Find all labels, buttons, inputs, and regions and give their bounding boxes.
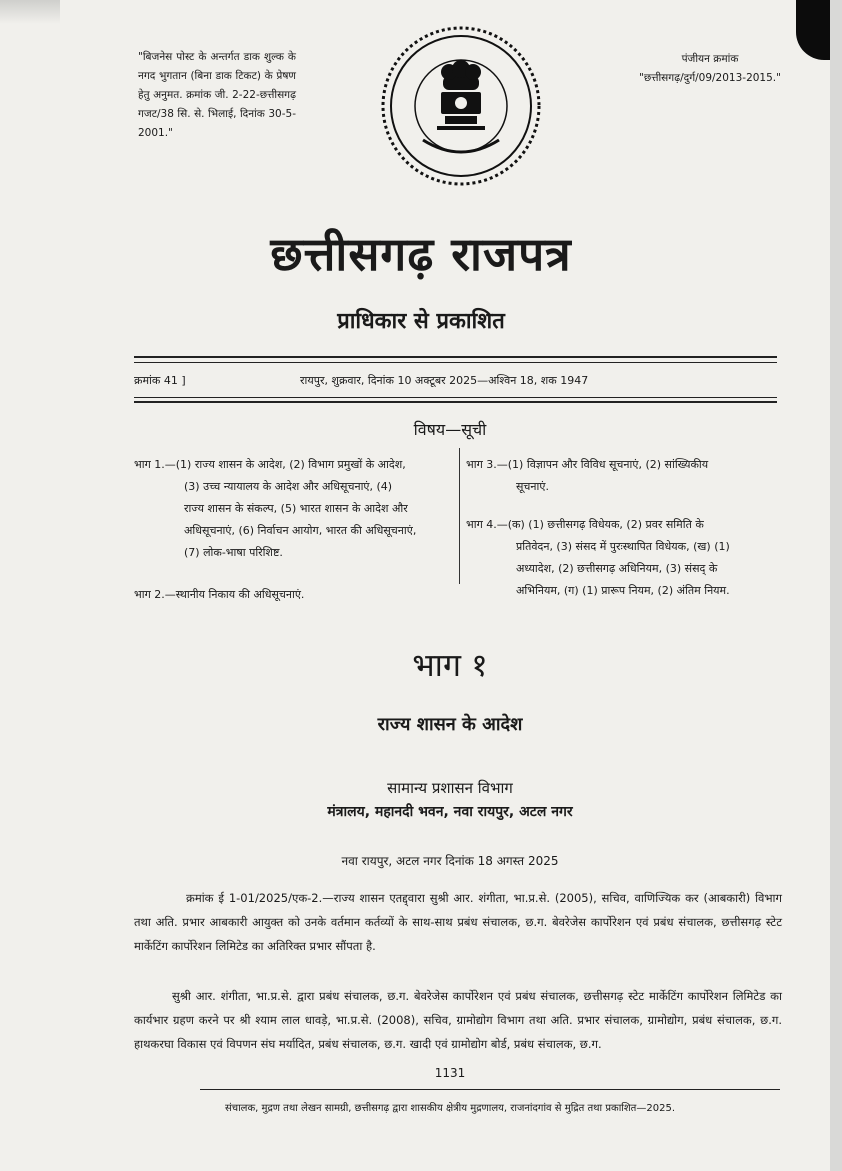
divider xyxy=(134,356,777,358)
state-emblem-seal xyxy=(377,14,545,192)
page-corner-shade xyxy=(0,0,60,24)
contents-left-column xyxy=(134,454,454,606)
gazette-subtitle: प्राधिकार से प्रकाशित xyxy=(337,309,505,334)
contents-part1-line: भाग 1.—(1) राज्य शासन के आदेश, (2) विभाग प्रमुखों के आदेश, xyxy=(134,458,406,471)
contents-part1-line: (3) उच्च न्यायालय के आदेश और अधिसूचनाएं, (4) xyxy=(184,480,393,493)
contents-part4-line: भाग 4.—(क) (1) छत्तीसगढ़ विधेयक, (2) प्रवर समिति के xyxy=(466,518,704,531)
page-number: 1131 xyxy=(434,1066,466,1080)
divider xyxy=(134,397,777,398)
contents-part4-line: प्रतिवेदन, (3) संसद में पुरःस्थापित विधेयक, (ख) (1) xyxy=(516,540,730,553)
department-address: मंत्रालय, महानदी भवन, नवा रायपुर, अटल नगर xyxy=(327,804,573,820)
registration-label: पंजीयन क्रमांक xyxy=(681,53,739,65)
contents-part2: भाग 2.—स्थानीय निकाय की अधिसूचनाएं. xyxy=(134,588,305,601)
printer-line: संचालक, मुद्रण तथा लेखन सामग्री, छत्तीसगढ़ द्वारा शासकीय क्षेत्रीय मुद्रणालय, राजनांदगांव से मुद्रित तथा प्रकाशित—2025. xyxy=(224,1103,676,1114)
registration-number: "छत्तीसगढ़/दुर्ग/09/2013-2015." xyxy=(639,72,781,84)
footer-divider xyxy=(200,1089,780,1090)
postal-note: "बिजनेस पोस्ट के अन्तर्गत डाक शुल्क के नगद भुगतान (बिना डाक टिकट) के प्रेषण हेतु अनुमत. क्रमांक जी. 2-22-छत्तीसगढ़ गजट/38 सि. से. भिलाई, दिनांक 30-5-2001." xyxy=(138,51,296,139)
contents-part4-line: अध्यादेश, (2) छत्तीसगढ़ अधिनियम, (3) संसद् के xyxy=(516,562,718,575)
issue-number: क्रमांक 41 ] xyxy=(134,374,186,387)
contents-part1-line: अधिसूचनाएं, (6) निर्वाचन आयोग, भारत की अधिसूचनाएं, xyxy=(184,524,417,537)
order-date: नवा रायपुर, अटल नगर दिनांक 18 अगस्त 2025 xyxy=(341,854,559,868)
issue-date: रायपुर, शुक्रवार, दिनांक 10 अक्टूबर 2025—अश्विन 18, शक 1947 xyxy=(300,374,589,387)
contents-part3-line: सूचनाएं. xyxy=(516,480,549,493)
contents-title: विषय—सूची xyxy=(413,420,487,439)
contents-part4-line: अभिनियम, (ग) (1) प्रारूप नियम, (2) अंतिम नियम. xyxy=(516,584,730,597)
registration-block xyxy=(610,50,810,88)
part-title: भाग १ xyxy=(412,646,488,684)
contents-part1-line: राज्य शासन के संकल्प, (5) भारत शासन के आदेश और xyxy=(184,502,408,515)
contents-part3-line: भाग 3.—(1) विज्ञापन और विविध सूचनाएं, (2) सांख्यिकीय xyxy=(466,458,709,471)
divider xyxy=(134,362,777,363)
contents-right-column xyxy=(466,454,778,602)
contents-part1-line: (7) लोक-भाषा परिशिष्ट. xyxy=(184,546,283,559)
order-paragraph: क्रमांक ई 1-01/2025/एक-2.—राज्य शासन एतद्द्वारा सुश्री आर. शंगीता, भा.प्र.से. (2005), सचिव, वाणिज्यिक कर (आबकारी) विभाग तथा अति. प्रभार आबकारी आयुक्त को उनके वर्तमान कर्तव्यों के साथ-साथ प्रबंध संचालक, छ.ग. बेवरेजेस कार्पोरेशन एवं प्रबंध संचालक, छत्तीसगढ़ स्टेट मार्केटिंग कार्पोरेशन लिमिटेड का अतिरिक्त प्रभार सौंपता है. xyxy=(134,891,782,953)
gazette-title: छत्तीसगढ़ राजपत्र xyxy=(270,227,572,281)
order-paragraph: सुश्री आर. शंगीता, भा.प्र.से. द्वारा प्रबंध संचालक, छ.ग. बेवरेजेस कार्पोरेशन एवं प्रबंध संचालक, छत्तीसगढ़ स्टेट मार्केटिंग कार्पोरेशन लिमिटेड का कार्यभार ग्रहण करने पर श्री श्याम लाल धावड़े, भा.प्र.से. (2008), सचिव, ग्रामोद्योग विभाग तथा अति. प्रभार संचालक, ग्रामोद्योग, प्रबंध संचालक, छ.ग. हाथकरघा विकास एवं विपणन संघ मर्यादित, प्रबंध संचालक, छ.ग. खादी एवं ग्रामोद्योग बोर्ड, प्रबंध संचालक, छ.ग. xyxy=(134,989,782,1051)
section-title: राज्य शासन के आदेश xyxy=(377,714,523,735)
column-separator xyxy=(459,448,460,584)
divider xyxy=(134,401,777,403)
department-name: सामान्य प्रशासन विभाग xyxy=(387,779,513,797)
